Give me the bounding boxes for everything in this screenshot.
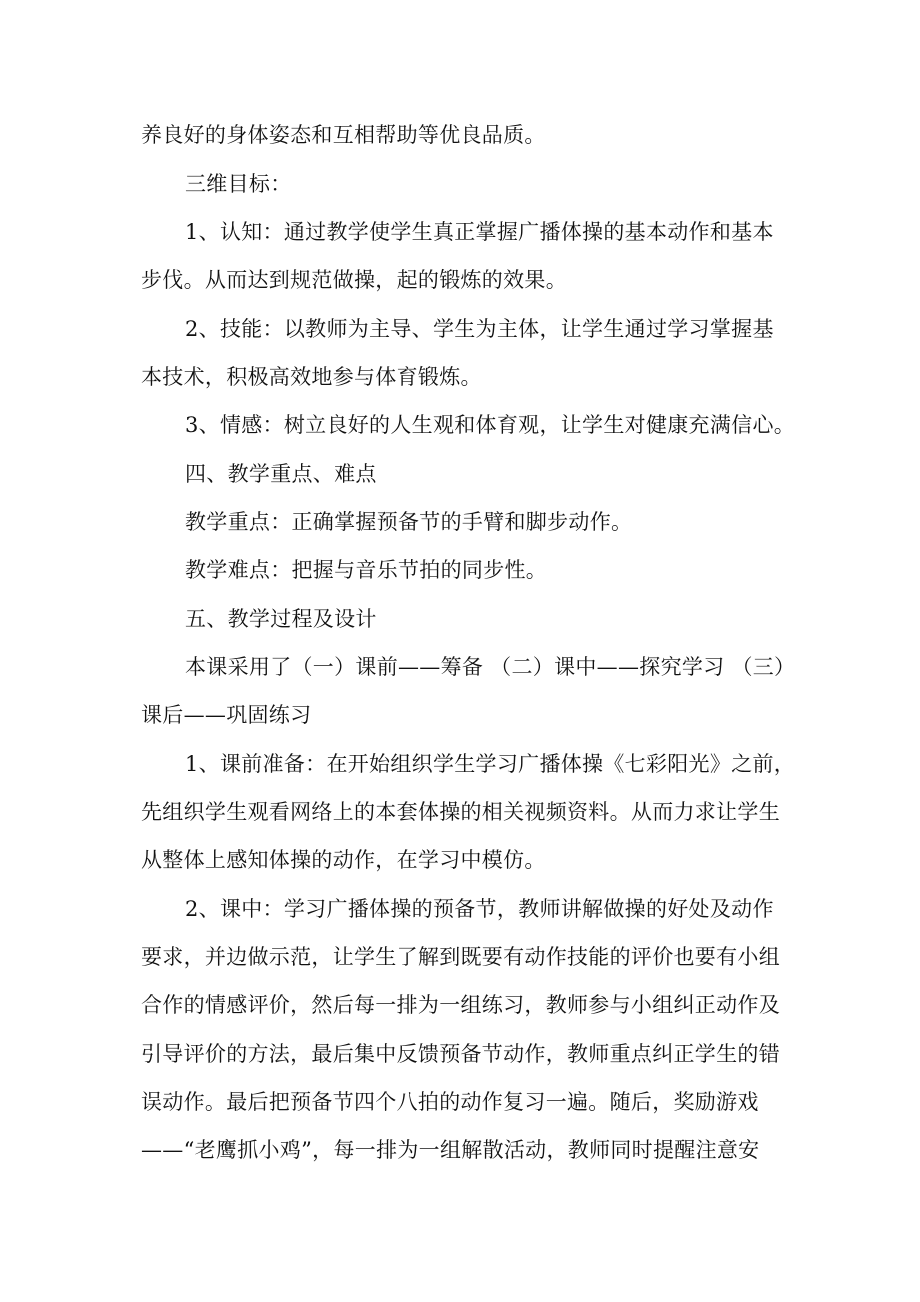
section-heading-teaching-process: 五、教学过程及设计 <box>185 607 377 631</box>
body-text-line: 步伐。从而达到规范做操，起的锻炼的效果。 <box>141 268 567 292</box>
body-text-line: 课后——巩固练习 <box>141 703 312 727</box>
body-text-line: 3、情感：树立良好的人生观和体育观，让学生对健康充满信心。 <box>185 413 796 437</box>
body-text-line: ——“老鹰抓小鸡”，每一排为一组解散活动，教师同时提醒注意安 <box>141 1138 760 1162</box>
body-text-line: 2、技能：以教师为主导、学生为主体，让学生通过学习掌握基 <box>185 317 774 341</box>
section-label-three-dimensional-goals: 三维目标： <box>185 172 292 196</box>
body-text-line: 1、认知：通过教学使学生真正掌握广播体操的基本动作和基本 <box>185 220 774 244</box>
body-text-line: 教学难点：把握与音乐节拍的同步性。 <box>185 558 548 582</box>
body-text-line: 从整体上感知体操的动作，在学习中模仿。 <box>141 848 546 872</box>
body-text-line: 本技术，积极高效地参与体育锻炼。 <box>141 365 482 389</box>
body-text-line: 教学重点：正确掌握预备节的手臂和脚步动作。 <box>185 510 633 534</box>
body-text-line: 本课采用了（一）课前——筹备 （二）课中——探究学习 （三） <box>185 655 796 679</box>
body-text-line: 1、课前准备：在开始组织学生学习广播体操《七彩阳光》之前， <box>185 752 796 776</box>
body-text-line: 引导评价的方法，最后集中反馈预备节动作，教师重点纠正学生的错 <box>141 1042 780 1066</box>
body-text-line: 2、课中：学习广播体操的预备节，教师讲解做操的好处及动作 <box>185 897 774 921</box>
section-heading-key-points: 四、教学重点、难点 <box>185 462 377 486</box>
body-text-line: 误动作。最后把预备节四个八拍的动作复习一遍。随后，奖励游戏 <box>141 1090 759 1114</box>
body-text-line: 养良好的身体姿态和互相帮助等优良品质。 <box>141 123 546 147</box>
body-text-line: 要求，并边做示范，让学生了解到既要有动作技能的评价也要有小组 <box>141 945 780 969</box>
body-text-line: 合作的情感评价，然后每一排为一组练习，教师参与小组纠正动作及 <box>141 993 780 1017</box>
body-text-line: 先组织学生观看网络上的本套体操的相关视频资料。从而力求让学生 <box>141 800 780 824</box>
